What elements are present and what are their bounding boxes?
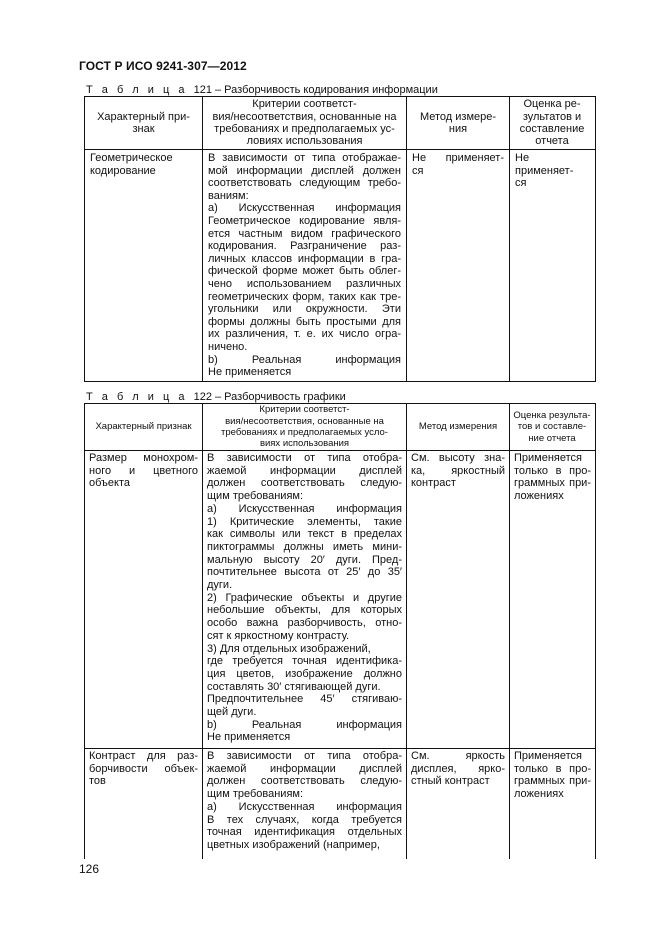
- table-caption-word: Т а б л и ц а: [86, 84, 188, 96]
- text-line: зультатов и: [522, 110, 582, 123]
- text-line: пиктограммы должны иметь мини-: [207, 540, 402, 553]
- text-line: соответствовать следующим требо-: [208, 177, 401, 190]
- text-line: 1) Критические элементы, такие: [207, 515, 402, 528]
- t121-row-feature: [90, 152, 198, 177]
- text-line: Оценка результа-: [513, 409, 591, 421]
- text-line: виях использования: [259, 438, 350, 450]
- text-line: Не применяет-: [515, 152, 574, 177]
- text-line: небольшие объекты, для которых: [207, 604, 402, 617]
- t122-header-criteria: [203, 404, 406, 450]
- text-line: фической форме может быть облег-: [208, 265, 401, 278]
- table-122: [84, 403, 596, 859]
- text-line: Не применяется: [208, 366, 292, 379]
- t122-row1-feature: [89, 452, 198, 490]
- text-line: граммных при-: [514, 477, 591, 490]
- t122-row2-feature: [89, 750, 198, 788]
- text-line: Контраст для раз-: [89, 750, 198, 762]
- text-line: Не применяется: [207, 731, 291, 744]
- text-line: а) Искусственная информация: [208, 202, 401, 215]
- table-caption-title: 121 – Разборчивость кодирования информации: [193, 84, 438, 96]
- text-line: Характерный при-: [97, 110, 190, 123]
- text-line: Оценка ре-: [523, 98, 581, 111]
- text-line: ничено.: [208, 340, 248, 353]
- text-line: стный контраст: [411, 775, 490, 788]
- table-121-caption: [86, 84, 438, 96]
- text-line: почтительнее высота от 25′ до 35′: [207, 566, 402, 579]
- text-line: ного и цветного: [89, 464, 198, 477]
- text-line: геометрических форм, таких как тре-: [208, 290, 401, 303]
- table-caption-title: 122 – Разборчивость графики: [193, 391, 346, 403]
- text-line: ложениях: [514, 490, 564, 503]
- text-line: а) Искусственная информация: [207, 502, 402, 515]
- text-line: Метод измерения: [418, 421, 498, 433]
- text-line: Применяется: [514, 452, 583, 464]
- table-122-caption: [86, 391, 346, 403]
- text-line: цветных изображений (например,: [207, 838, 380, 851]
- text-line: b) Реальная информация: [208, 353, 401, 366]
- text-line: отчета: [535, 135, 569, 148]
- t121-row-assessment: [515, 152, 590, 190]
- text-line: Критерии соответст-: [252, 98, 357, 111]
- text-line: граммных при-: [514, 775, 591, 788]
- t122-row2-assessment: [514, 750, 591, 801]
- t122-row1-criteria: [207, 452, 402, 744]
- text-line: мой информации дисплей должен: [208, 164, 401, 177]
- text-line: знак: [132, 123, 155, 135]
- text-line: ловиях использования: [246, 135, 363, 148]
- text-line: В зависимости от типа отображае-: [208, 152, 401, 164]
- table-121: [84, 96, 596, 382]
- text-line: Применяется: [514, 750, 583, 762]
- text-line: борчивости объек-: [89, 762, 198, 775]
- text-line: Геометрическое: [90, 152, 173, 164]
- text-line: жаемой информации дисплей: [207, 464, 402, 477]
- text-line: тов: [89, 775, 106, 788]
- text-line: Критерии соответст-: [259, 404, 350, 416]
- t122-row1-method: [411, 452, 505, 490]
- text-line: дисплея, ярко-: [411, 762, 505, 775]
- text-line: угольники или окружности. Эти: [208, 303, 401, 316]
- page-number: 126: [79, 862, 100, 876]
- text-line: формы должны быть простыми для: [208, 315, 401, 328]
- text-line: как символы или текст в пределах: [207, 528, 402, 541]
- text-line: мальную высоту 20′ дуги. Пред-: [207, 553, 402, 566]
- text-line: жаемой информации дисплей: [207, 762, 402, 775]
- t122-row1-assessment: [514, 452, 591, 503]
- t122-header-method: [407, 404, 509, 450]
- text-line: ция цветов, изображение должно: [207, 667, 402, 680]
- t121-header-feature: [85, 97, 202, 149]
- text-line: ложениях: [514, 788, 564, 801]
- text-line: их различения, т. е. их число огра-: [208, 328, 401, 341]
- text-line: ся: [515, 177, 527, 190]
- text-line: кодирование: [90, 164, 156, 177]
- text-line: ния: [448, 123, 468, 135]
- document-header: ГОСТ Р ИСО 9241-307—2012: [79, 59, 247, 73]
- t122-row2-method: [411, 750, 505, 788]
- text-line: щей дуги.: [207, 706, 257, 719]
- text-line: точная идентификация отдельных: [207, 826, 402, 839]
- text-line: только в про-: [514, 762, 591, 775]
- text-line: ся: [412, 164, 424, 177]
- text-line: Метод измере-: [419, 110, 497, 123]
- text-line: В тех случаях, когда требуется: [207, 813, 402, 826]
- text-line: См. высоту зна-: [411, 452, 505, 464]
- table-caption-word: Т а б л и ц а: [86, 391, 188, 403]
- text-line: чено использованием различных: [208, 277, 401, 290]
- text-line: личных классов информации в гра-: [208, 252, 401, 265]
- text-line: дуги.: [207, 579, 233, 592]
- text-line: контраст: [411, 477, 456, 490]
- text-line: ка, яркостный: [411, 464, 505, 477]
- text-line: Размер монохром-: [89, 452, 198, 464]
- text-line: ваниям:: [208, 189, 249, 202]
- text-line: щим требованиям:: [207, 490, 304, 503]
- text-line: вия/несоответствия, основанные на: [212, 110, 397, 123]
- text-line: Характерный признак: [95, 421, 192, 433]
- text-line: В зависимости от типа отобра-: [207, 452, 402, 464]
- text-line: В зависимости от типа отобра-: [207, 750, 402, 762]
- text-line: должен соответствовать следую-: [207, 775, 402, 788]
- text-line: ется частным видом графического: [208, 227, 401, 240]
- text-line: 3) Для отдельных изображений,: [207, 642, 371, 655]
- text-line: составлять 30′ стягивающей дуги.: [207, 680, 381, 693]
- t121-header-method: [407, 97, 509, 149]
- t121-row-criteria: [208, 152, 401, 379]
- t122-header-assessment: [510, 404, 594, 450]
- t121-header-assessment: [510, 97, 594, 149]
- t122-header-feature: [85, 404, 202, 450]
- text-line: требованиях и предполагаемых усло-: [221, 427, 388, 438]
- t121-header-criteria: [203, 97, 406, 149]
- text-line: составление: [519, 123, 585, 135]
- text-line: щим требованиям:: [207, 788, 304, 801]
- text-line: b) Реальная информация: [207, 718, 402, 731]
- text-line: особо важна разборчивость, отно-: [207, 617, 402, 630]
- text-line: объекта: [89, 477, 131, 490]
- text-line: ние отчета: [528, 432, 576, 444]
- text-line: а) Искусственная информация: [207, 800, 402, 813]
- text-line: тов и составле-: [517, 421, 587, 433]
- text-line: требованиях и предполагаемых ус-: [214, 123, 395, 135]
- text-line: См. яркость: [411, 750, 505, 762]
- text-line: сят к яркостному контрасту.: [207, 629, 350, 642]
- t122-row2-criteria: [207, 750, 402, 852]
- text-line: Геометрическое кодирование явля-: [208, 214, 401, 227]
- t121-row-method: [412, 152, 504, 177]
- text-line: должен соответствовать следую-: [207, 477, 402, 490]
- text-line: кодирования. Разграничение раз-: [208, 240, 401, 253]
- text-line: Не применяет-: [412, 152, 504, 164]
- text-line: Предпочтительнее 45′ стягиваю-: [207, 693, 402, 706]
- text-line: только в про-: [514, 464, 591, 477]
- text-line: 2) Графические объекты и другие: [207, 591, 402, 604]
- text-line: вия/несоответствия, основанные на: [225, 415, 384, 427]
- text-line: где требуется точная идентифика-: [207, 655, 402, 668]
